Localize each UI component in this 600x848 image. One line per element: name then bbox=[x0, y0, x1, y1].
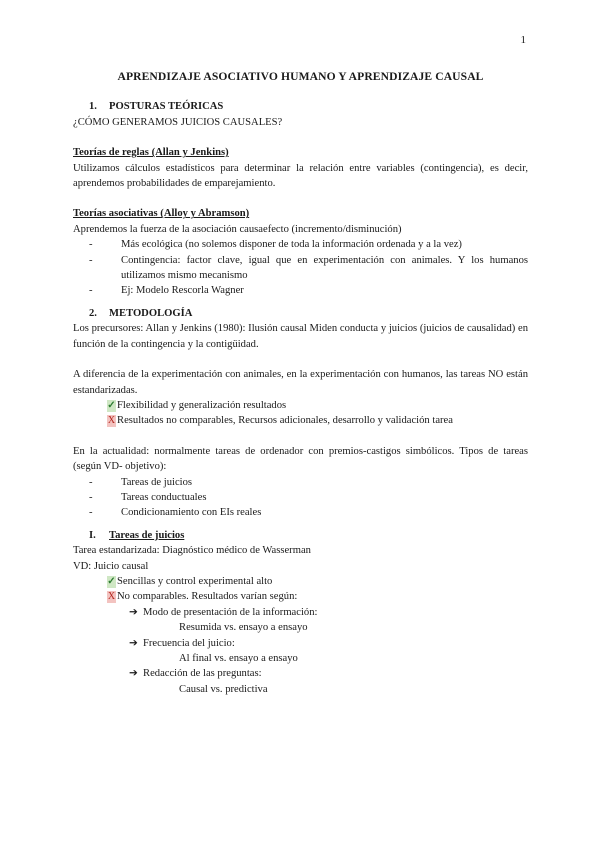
paragraph-reglas: Utilizamos cálculos estadísticos para determinar la relación entre variables (contingencia), es decir, aprendemos probabilidades de emparejamiento. bbox=[73, 162, 528, 190]
paragraph-actualidad: En la actualidad: normalmente tareas de ordenador con premios-castigos simbólicos. Tipos de tareas (según VD- objetivo): bbox=[73, 445, 528, 473]
page-number: 1 bbox=[520, 34, 526, 46]
cross-icon: X bbox=[107, 415, 116, 427]
list-item: - Contingencia: factor clave, igual que en experimentación con animales. Y los humanos utilizamos mismo mecanismo bbox=[89, 253, 528, 284]
document-body bbox=[73, 69, 528, 697]
factor-detail: Causal vs. predictiva bbox=[179, 683, 268, 695]
pro-item bbox=[73, 574, 528, 589]
con-item bbox=[73, 589, 528, 604]
factor-detail: Al final vs. ensayo a ensayo bbox=[179, 653, 298, 664]
arrow-right-icon: ➔ bbox=[129, 606, 138, 618]
factor-detail: Resumida vs. ensayo a ensayo bbox=[179, 622, 308, 634]
subheading-asociativas: Teorías asociativas (Alloy y Abramson) bbox=[73, 208, 250, 220]
list-item: - Ej: Modelo Rescorla Wagner bbox=[89, 283, 528, 298]
arrow-right-icon: ➔ bbox=[129, 637, 138, 649]
section-heading-metodologia bbox=[73, 306, 528, 321]
cross-icon: X bbox=[107, 591, 116, 603]
list-item: - Condicionamiento con EIs reales bbox=[89, 505, 528, 520]
section-title: Tareas de juicios bbox=[109, 529, 185, 541]
paragraph-diferencia: A diferencia de la experimentación con animales, en la experimentación con humanos, las tareas NO están estandarizadas. bbox=[73, 369, 528, 396]
pro-text: Flexibilidad y generalización resultados bbox=[117, 399, 287, 411]
pro-text: Sencillas y control experimental alto bbox=[117, 575, 273, 587]
line-vd: VD: Juicio causal bbox=[73, 560, 149, 572]
pro-item bbox=[73, 398, 528, 413]
list-item: - Tareas de juicios bbox=[89, 475, 528, 490]
factor-item bbox=[73, 605, 528, 620]
paragraph-precursores: Los precursores: Allan y Jenkins (1980): Ilusión causal Miden conducta y juicios (juicios de causalidad) en función de la contingencia y la contigüidad. bbox=[73, 323, 528, 350]
factor-label: Redacción de las preguntas: bbox=[143, 668, 262, 680]
con-text: No comparables. Resultados varían según: bbox=[117, 591, 298, 603]
list-item: - Más ecológica (no solemos disponer de toda la información ordenada y a la vez) bbox=[89, 237, 528, 252]
paragraph-asociativas: Aprendemos la fuerza de la asociación causaefecto (incremento/disminución) bbox=[73, 223, 402, 235]
section-number: 1. bbox=[89, 101, 97, 113]
section-number: I. bbox=[89, 529, 96, 541]
section-number: 2. bbox=[89, 307, 97, 319]
con-text: Resultados no comparables, Recursos adicionales, desarrollo y validación tarea bbox=[117, 415, 453, 427]
list-item: - Tareas conductuales bbox=[89, 490, 528, 505]
check-icon: ✓ bbox=[107, 399, 116, 411]
document-title: APRENDIZAJE ASOCIATIVO HUMANO Y APRENDIZAJE CAUSAL bbox=[117, 70, 484, 83]
factor-label: Frecuencia del juicio: bbox=[143, 637, 235, 649]
arrow-right-icon: ➔ bbox=[129, 668, 138, 680]
asociativas-list bbox=[73, 237, 528, 299]
check-icon: ✓ bbox=[107, 575, 116, 587]
factor-item bbox=[73, 666, 528, 681]
question-line: ¿CÓMO GENERAMOS JUICIOS CAUSALES? bbox=[73, 116, 283, 128]
factor-item bbox=[73, 636, 528, 651]
section-title: METODOLOGÍA bbox=[109, 307, 193, 319]
section-heading-tareas-juicios bbox=[73, 528, 528, 543]
tipos-list bbox=[73, 475, 528, 521]
con-item bbox=[73, 413, 528, 428]
line-tarea-estandarizada: Tarea estandarizada: Diagnóstico médico de Wasserman bbox=[73, 545, 311, 557]
section-heading-posturas bbox=[73, 99, 528, 114]
section-title: POSTURAS TEÓRICAS bbox=[109, 101, 224, 113]
subheading-reglas: Teorías de reglas (Allan y Jenkins) bbox=[73, 147, 229, 159]
factor-label: Modo de presentación de la información: bbox=[143, 606, 318, 618]
